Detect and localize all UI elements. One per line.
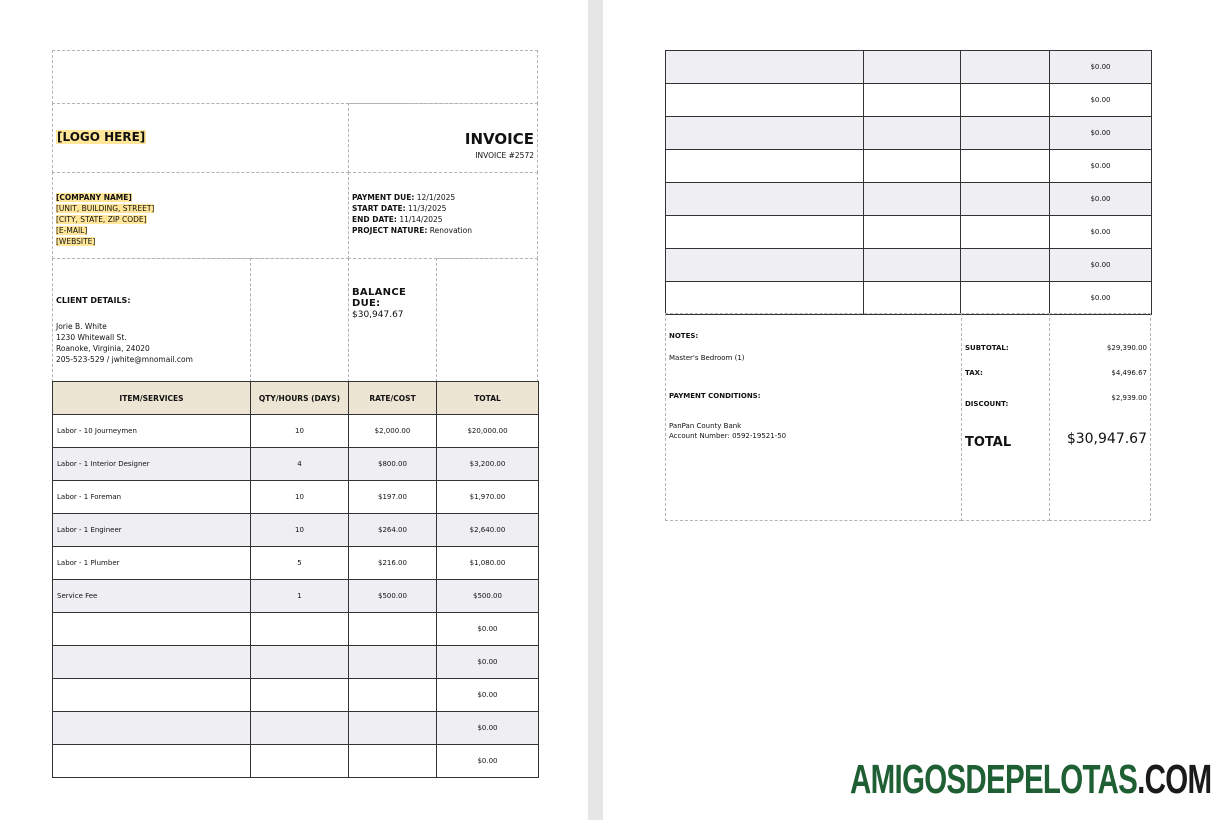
cell-rate bbox=[961, 51, 1050, 84]
table-row bbox=[53, 580, 539, 613]
table-row bbox=[53, 448, 539, 481]
company-cell bbox=[52, 172, 349, 259]
cell-item: Labor - 1 Foreman bbox=[53, 481, 251, 514]
cell-total: $0.00 bbox=[1050, 249, 1152, 282]
balance-spacer-cell bbox=[436, 258, 538, 382]
table-row bbox=[53, 481, 539, 514]
cell-total: $0.00 bbox=[1050, 183, 1152, 216]
cell-rate: $800.00 bbox=[349, 448, 437, 481]
cell-item: Labor - 10 Journeymen bbox=[53, 415, 251, 448]
total-value: $30,947.67 bbox=[1066, 431, 1147, 447]
cell-rate bbox=[961, 282, 1050, 315]
table-row bbox=[53, 415, 539, 448]
cell-total: $0.00 bbox=[437, 646, 539, 679]
meta-project-nature: PROJECT NATURE: Renovation bbox=[352, 226, 473, 235]
subtotal-value: $29,390.00 bbox=[1106, 344, 1147, 352]
cell-qty bbox=[864, 150, 961, 183]
company-address: [UNIT, BUILDING, STREET] bbox=[56, 204, 155, 213]
cell-qty: 4 bbox=[251, 448, 349, 481]
cell-qty: 10 bbox=[251, 514, 349, 547]
cell-item bbox=[666, 150, 864, 183]
meta-payment-due: PAYMENT DUE: 12/1/2025 bbox=[352, 193, 456, 202]
client-details-cell bbox=[52, 258, 251, 382]
cell-rate: $2,000.00 bbox=[349, 415, 437, 448]
invoice-title-cell bbox=[348, 103, 538, 173]
client-name: Jorie B. White bbox=[56, 322, 107, 331]
cell-rate bbox=[349, 745, 437, 778]
table-row bbox=[53, 646, 539, 679]
cell-rate bbox=[961, 216, 1050, 249]
summary-labels-cell bbox=[961, 313, 1050, 521]
cell-item: Labor - 1 Plumber bbox=[53, 547, 251, 580]
client-city: Roanoke, Virginia, 24020 bbox=[56, 344, 150, 353]
cell-total: $0.00 bbox=[1050, 282, 1152, 315]
cell-item bbox=[666, 282, 864, 315]
company-website: [WEBSITE] bbox=[56, 237, 96, 246]
discount-label: DISCOUNT: bbox=[965, 400, 1009, 408]
cell-item bbox=[53, 613, 251, 646]
company-email: [E-MAIL] bbox=[56, 226, 88, 235]
cell-qty bbox=[864, 117, 961, 150]
table-row bbox=[53, 745, 539, 778]
total-label: TOTAL bbox=[965, 435, 1012, 450]
cell-qty: 10 bbox=[251, 415, 349, 448]
watermark-tld: .COM bbox=[1137, 756, 1211, 802]
col-header-item: ITEM/SERVICES bbox=[53, 382, 251, 415]
table-row bbox=[666, 84, 1152, 117]
cell-total: $0.00 bbox=[437, 679, 539, 712]
table-row bbox=[53, 514, 539, 547]
cell-total: $0.00 bbox=[437, 712, 539, 745]
cell-total: $20,000.00 bbox=[437, 415, 539, 448]
cell-qty bbox=[251, 745, 349, 778]
invoice-page-1 bbox=[0, 0, 588, 820]
company-city: [CITY, STATE, ZIP CODE] bbox=[56, 215, 147, 224]
cell-qty: 5 bbox=[251, 547, 349, 580]
balance-due-value: $30,947.67 bbox=[352, 310, 404, 320]
cell-total: $1,080.00 bbox=[437, 547, 539, 580]
cell-item bbox=[53, 679, 251, 712]
cell-rate bbox=[961, 150, 1050, 183]
cell-qty bbox=[251, 613, 349, 646]
tax-label: TAX: bbox=[965, 369, 983, 377]
cell-total: $0.00 bbox=[1050, 51, 1152, 84]
cell-rate bbox=[961, 249, 1050, 282]
cell-rate bbox=[961, 117, 1050, 150]
table-row bbox=[53, 712, 539, 745]
balance-due-cell bbox=[348, 258, 437, 382]
cell-item bbox=[666, 249, 864, 282]
cell-item: Labor - 1 Interior Designer bbox=[53, 448, 251, 481]
cell-rate bbox=[349, 646, 437, 679]
cell-rate: $197.00 bbox=[349, 481, 437, 514]
items-table bbox=[52, 381, 539, 778]
table-row bbox=[53, 613, 539, 646]
cell-item bbox=[53, 712, 251, 745]
cell-total: $0.00 bbox=[1050, 117, 1152, 150]
table-row bbox=[666, 249, 1152, 282]
cell-rate bbox=[349, 679, 437, 712]
cell-total: $2,640.00 bbox=[437, 514, 539, 547]
table-row bbox=[53, 679, 539, 712]
client-contact: 205-523-529 / jwhite@mnomail.com bbox=[56, 355, 193, 364]
cell-rate: $264.00 bbox=[349, 514, 437, 547]
cell-total: $0.00 bbox=[1050, 150, 1152, 183]
cell-total: $0.00 bbox=[437, 613, 539, 646]
table-row bbox=[53, 547, 539, 580]
client-spacer-cell bbox=[250, 258, 349, 382]
cell-total: $1,970.00 bbox=[437, 481, 539, 514]
cell-qty bbox=[864, 183, 961, 216]
invoice-number: INVOICE #2572 bbox=[475, 151, 534, 160]
cell-qty bbox=[251, 712, 349, 745]
cell-item bbox=[666, 117, 864, 150]
cell-rate: $500.00 bbox=[349, 580, 437, 613]
cell-rate: $216.00 bbox=[349, 547, 437, 580]
cell-qty bbox=[864, 51, 961, 84]
col-header-total: TOTAL bbox=[437, 382, 539, 415]
page-gutter bbox=[588, 0, 603, 820]
summary-values-cell bbox=[1049, 313, 1151, 521]
cell-rate bbox=[961, 183, 1050, 216]
cell-item bbox=[666, 51, 864, 84]
logo-placeholder: [LOGO HERE] bbox=[57, 130, 146, 144]
cell-qty bbox=[864, 84, 961, 117]
col-header-rate: RATE/COST bbox=[349, 382, 437, 415]
logo-cell bbox=[52, 103, 349, 173]
watermark-main: AMIGOSDEPELOTAS bbox=[850, 756, 1138, 802]
col-header-qty: QTY/HOURS (DAYS) bbox=[251, 382, 349, 415]
payment-heading: PAYMENT CONDITIONS: bbox=[669, 392, 761, 400]
meta-start-date: START DATE: 11/3/2025 bbox=[352, 204, 447, 213]
invoice-page-2 bbox=[603, 0, 1188, 820]
cell-item bbox=[53, 646, 251, 679]
client-heading: CLIENT DETAILS: bbox=[56, 296, 131, 305]
notes-heading: NOTES: bbox=[669, 332, 699, 340]
table-row bbox=[666, 216, 1152, 249]
table-row bbox=[666, 117, 1152, 150]
watermark-brand bbox=[850, 756, 1211, 806]
invoice-title: INVOICE bbox=[464, 130, 534, 148]
cell-qty: 10 bbox=[251, 481, 349, 514]
meta-end-date: END DATE: 11/14/2025 bbox=[352, 215, 443, 224]
table-row bbox=[666, 282, 1152, 315]
payment-account: Account Number: 0592-19521-50 bbox=[669, 432, 787, 440]
cell-item bbox=[666, 216, 864, 249]
payment-bank: PanPan County Bank bbox=[669, 422, 742, 430]
cell-qty bbox=[864, 249, 961, 282]
cell-total: $0.00 bbox=[437, 745, 539, 778]
cell-qty bbox=[251, 679, 349, 712]
cell-rate bbox=[349, 712, 437, 745]
table-row bbox=[666, 183, 1152, 216]
cell-item bbox=[666, 84, 864, 117]
cell-total: $500.00 bbox=[437, 580, 539, 613]
cell-qty bbox=[251, 646, 349, 679]
invoice-meta-cell bbox=[348, 172, 538, 259]
client-street: 1230 Whitewall St. bbox=[56, 333, 127, 342]
cell-qty bbox=[864, 216, 961, 249]
cell-total: $0.00 bbox=[1050, 216, 1152, 249]
cell-item bbox=[666, 183, 864, 216]
items-table-continued bbox=[665, 50, 1152, 315]
cell-qty: 1 bbox=[251, 580, 349, 613]
company-name: [COMPANY NAME] bbox=[56, 193, 132, 202]
notes-text: Master's Bedroom (1) bbox=[669, 354, 745, 362]
cell-total: $3,200.00 bbox=[437, 448, 539, 481]
cell-rate bbox=[349, 613, 437, 646]
balance-due-label: BALANCE DUE: bbox=[352, 287, 407, 309]
header-blank-area bbox=[52, 50, 538, 104]
cell-item: Labor - 1 Engineer bbox=[53, 514, 251, 547]
cell-total: $0.00 bbox=[1050, 84, 1152, 117]
table-row bbox=[666, 51, 1152, 84]
tax-value: $4,496.67 bbox=[1111, 369, 1147, 377]
cell-rate bbox=[961, 84, 1050, 117]
cell-qty bbox=[864, 282, 961, 315]
cell-item bbox=[53, 745, 251, 778]
cell-item: Service Fee bbox=[53, 580, 251, 613]
notes-cell bbox=[665, 313, 962, 521]
discount-value: $2,939.00 bbox=[1111, 394, 1147, 402]
subtotal-label: SUBTOTAL: bbox=[965, 344, 1009, 352]
table-row bbox=[666, 150, 1152, 183]
